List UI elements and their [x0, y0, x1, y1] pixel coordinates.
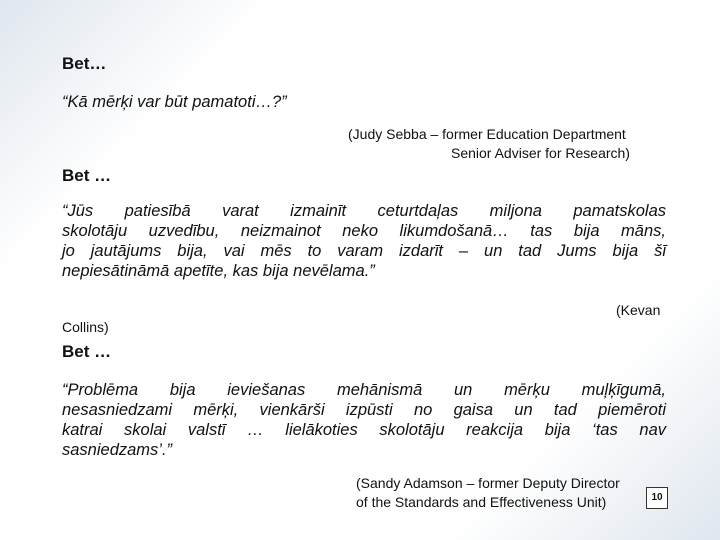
section-3-quote-line: sasniedzams’.” — [62, 441, 173, 459]
section-3-quote-line: “Problēma bija ieviešanas mehānismā un mērķu muļķīgumā, — [62, 381, 666, 399]
section-1-heading: Bet… — [62, 54, 107, 73]
section-3-attribution-line-2: of the Standards and Effectiveness Unit) — [356, 494, 607, 510]
section-3-quote-line: nesasniedzami mērķi, vienkārši izpūsti no gaisa un tad piemēroti — [62, 401, 666, 419]
section-1-attribution-line-2: Senior Adviser for Research) — [451, 145, 630, 161]
section-3-quote — [62, 380, 666, 460]
section-2-quote-line: “Jūs patiesībā varat izmainīt ceturtdaļas miljona pamatskolas — [62, 202, 666, 220]
section-1-attribution-line-1: (Judy Sebba – former Education Department — [348, 126, 626, 142]
section-3-quote-line: katrai skolai valstī … lielākoties skolotāju reakcija bija ‘tas nav — [62, 421, 666, 439]
section-2-attribution-line-2: Collins) — [62, 319, 109, 335]
page-number: 10 — [646, 487, 668, 509]
section-1-quote: “Kā mērķi var būt pamatoti…?” — [62, 93, 287, 111]
section-2-quote — [62, 201, 666, 281]
section-3-heading: Bet … — [62, 342, 112, 361]
section-2-quote-line: jo jautājums bija, vai mēs to varam izdarīt – un tad Jums bija šī — [62, 242, 666, 260]
section-3-attribution-line-1: (Sandy Adamson – former Deputy Director — [356, 475, 620, 491]
section-2-attribution-line-1: (Kevan — [616, 302, 661, 318]
section-2-quote-line: nepiesātināmā apetīte, kas bija nevēlama.” — [62, 262, 375, 280]
section-2-heading: Bet … — [62, 166, 112, 185]
section-2-quote-line: skolotāju uzvedību, neizmainot neko likumdošanā… tas bija māns, — [62, 222, 666, 240]
